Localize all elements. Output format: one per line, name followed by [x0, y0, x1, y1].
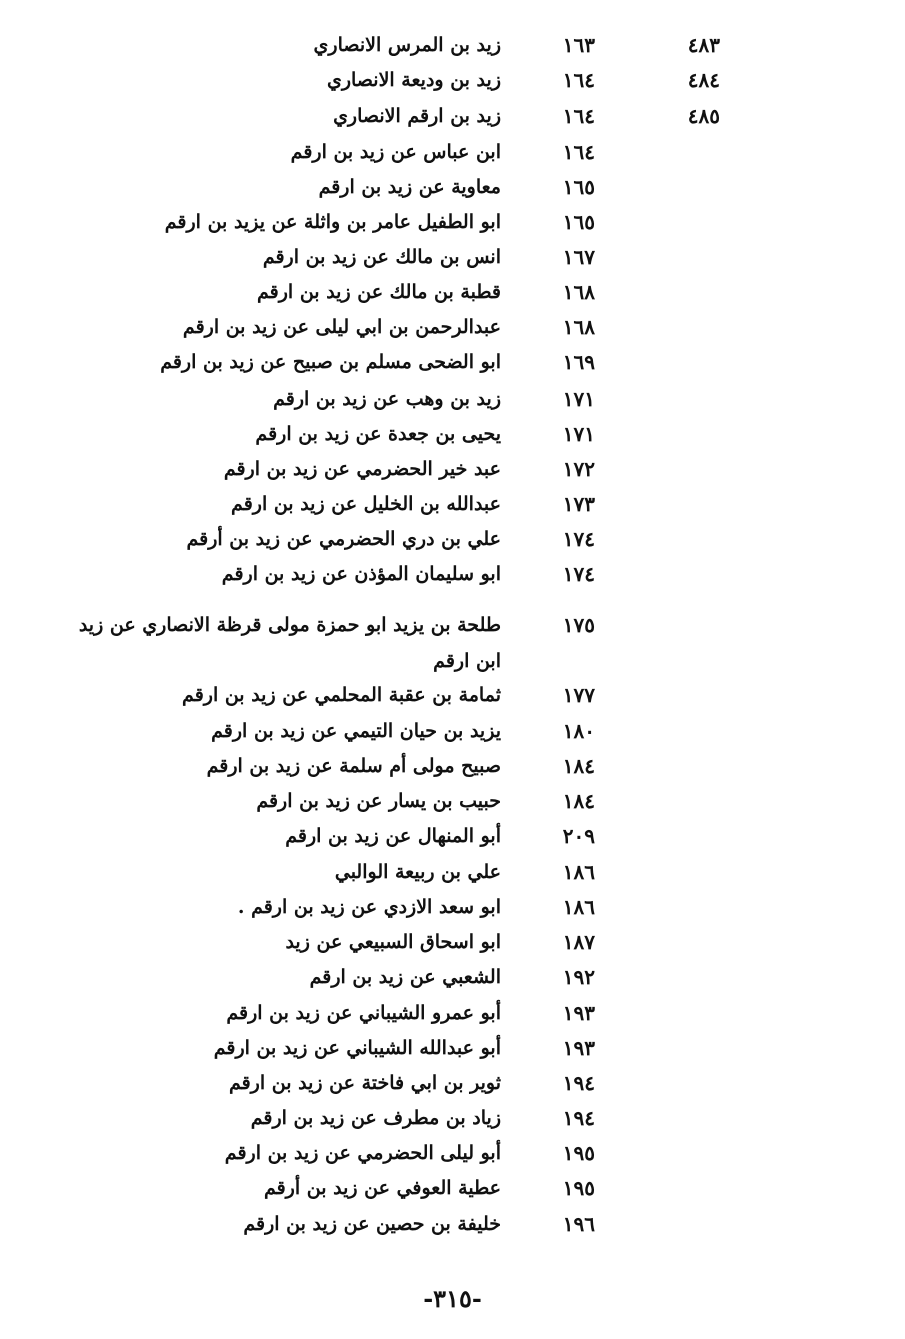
entry-page-number: ١٨٧ — [562, 930, 595, 954]
entry-page-number: ١٧٣ — [562, 492, 595, 516]
entry-serial-number: ٤٨٤ — [687, 68, 720, 92]
entry-name: علي بن دري الحضرمي عن زيد بن أرقم — [186, 528, 501, 550]
entry-name: ابو اسحاق السبيعي عن زيد — [285, 931, 501, 953]
entry-page-number: ١٨٤ — [562, 754, 595, 778]
index-entry — [0, 714, 905, 748]
entry-page-number: ١٩٦ — [562, 1212, 595, 1236]
entry-name: انس بن مالك عن زيد بن ارقم — [262, 246, 501, 268]
index-entry — [0, 240, 905, 274]
index-entry — [0, 28, 905, 62]
entry-name: أبو عبدالله الشيباني عن زيد بن ارقم — [213, 1037, 501, 1059]
index-entry — [0, 925, 905, 959]
index-entry — [0, 819, 905, 853]
index-entry — [0, 1207, 905, 1241]
entry-page-number: ١٧١ — [562, 387, 595, 411]
index-entry — [0, 608, 905, 672]
entry-name: عبدالله بن الخليل عن زيد بن ارقم — [231, 493, 501, 515]
entry-name: ثمامة بن عقبة المحلمي عن زيد بن ارقم — [182, 684, 501, 706]
entry-name: قطبة بن مالك عن زيد بن ارقم — [257, 281, 501, 303]
entry-page-number: ١٨٦ — [562, 895, 595, 919]
entry-serial-number: ٤٨٣ — [687, 33, 720, 57]
entry-name: عطية العوفي عن زيد بن أرقم — [263, 1177, 501, 1199]
index-entry — [0, 960, 905, 994]
index-entry — [0, 1171, 905, 1205]
entry-page-number: ١٧٤ — [562, 527, 595, 551]
entry-name: زيد بن وديعة الانصاري — [326, 69, 501, 91]
entry-name: خليفة بن حصين عن زيد بن ارقم — [243, 1213, 501, 1235]
entry-page-number: ١٦٨ — [562, 315, 595, 339]
entry-page-number: ١٩٣ — [562, 1036, 595, 1060]
entry-name-continuation: ابن ارقم — [433, 650, 501, 672]
entry-name: زياد بن مطرف عن زيد بن ارقم — [250, 1107, 501, 1129]
index-entry — [0, 382, 905, 416]
index-entry — [0, 678, 905, 712]
index-entry — [0, 557, 905, 591]
entry-page-number: ١٦٩ — [562, 350, 595, 374]
entry-page-number: ١٦٥ — [562, 175, 595, 199]
entry-name: ابو سعد الازدي عن زيد بن ارقم . — [237, 896, 501, 918]
entry-page-number: ١٩٤ — [562, 1106, 595, 1130]
index-entry — [0, 855, 905, 889]
entry-page-number: ٢٠٩ — [562, 824, 595, 848]
entry-page-number: ١٦٤ — [562, 104, 595, 128]
entry-page-number: ١٧٤ — [562, 562, 595, 586]
entry-page-number: ١٩٥ — [562, 1141, 595, 1165]
entry-name: ابو الطفيل عامر بن واثلة عن يزيد بن ارقم — [164, 211, 501, 233]
entry-name: يزيد بن حيان التيمي عن زيد بن ارقم — [211, 720, 501, 742]
index-entry — [0, 1136, 905, 1170]
entry-name: ثوير بن ابي فاختة عن زيد بن ارقم — [228, 1072, 501, 1094]
index-entry — [0, 1066, 905, 1100]
entry-page-number: ١٦٤ — [562, 140, 595, 164]
entry-name: ابن عباس عن زيد بن ارقم — [290, 141, 501, 163]
index-entry — [0, 890, 905, 924]
entry-page-number: ١٦٣ — [562, 33, 595, 57]
entry-name: حبيب بن يسار عن زيد بن ارقم — [256, 790, 501, 812]
index-entry — [0, 205, 905, 239]
index-entry — [0, 784, 905, 818]
entry-name: طلحة بن يزيد ابو حمزة مولى قرظة الانصاري عن زيد — [78, 614, 501, 636]
index-entry — [0, 996, 905, 1030]
index-entry — [0, 135, 905, 169]
index-entry — [0, 1101, 905, 1135]
entry-page-number: ١٧٥ — [562, 613, 595, 637]
entry-name: زيد بن ارقم الانصاري — [333, 105, 501, 127]
entry-page-number: ١٦٤ — [562, 68, 595, 92]
entry-name: يحيى بن جعدة عن زيد بن ارقم — [255, 423, 501, 445]
entry-page-number: ١٩٥ — [562, 1176, 595, 1200]
entry-name: صبيح مولى أم سلمة عن زيد بن ارقم — [206, 755, 501, 777]
page-number: -٣١٥- — [423, 1284, 482, 1313]
index-entry — [0, 452, 905, 486]
index-entry — [0, 487, 905, 521]
entry-name: عبدالرحمن بن ابي ليلى عن زيد بن ارقم — [182, 316, 501, 338]
entry-name: ابو سليمان المؤذن عن زيد بن ارقم — [221, 563, 501, 585]
entry-page-number: ١٨٦ — [562, 860, 595, 884]
entry-page-number: ١٨٤ — [562, 789, 595, 813]
entry-name: زيد بن وهب عن زيد بن ارقم — [273, 388, 501, 410]
index-entry — [0, 170, 905, 204]
entry-page-number: ١٩٣ — [562, 1001, 595, 1025]
entry-page-number: ١٧٢ — [562, 457, 595, 481]
index-entry — [0, 345, 905, 379]
entry-page-number: ١٦٨ — [562, 280, 595, 304]
index-entry — [0, 522, 905, 556]
entry-page-number: ١٧١ — [562, 422, 595, 446]
entry-name: أبو عمرو الشيباني عن زيد بن ارقم — [226, 1002, 501, 1024]
entry-page-number: ١٧٧ — [562, 683, 595, 707]
entry-name: عبد خير الحضرمي عن زيد بن ارقم — [223, 458, 501, 480]
index-entry — [0, 310, 905, 344]
index-entry — [0, 1031, 905, 1065]
index-entry — [0, 749, 905, 783]
entry-name: زيد بن المرس الانصاري — [313, 34, 501, 56]
index-entry — [0, 417, 905, 451]
index-entry — [0, 275, 905, 309]
entry-page-number: ١٩٤ — [562, 1071, 595, 1095]
entry-name: الشعبي عن زيد بن ارقم — [309, 966, 501, 988]
entry-page-number: ١٩٢ — [562, 965, 595, 989]
entry-name: أبو المنهال عن زيد بن ارقم — [285, 825, 501, 847]
entry-page-number: ١٦٧ — [562, 245, 595, 269]
entry-page-number: ١٨٠ — [562, 719, 595, 743]
entry-name: معاوية عن زيد بن ارقم — [318, 176, 501, 198]
entry-name: علي بن ربيعة الوالبي — [334, 861, 501, 883]
entry-page-number: ١٦٥ — [562, 210, 595, 234]
index-entry — [0, 99, 905, 133]
entry-serial-number: ٤٨٥ — [687, 104, 720, 128]
index-entry — [0, 63, 905, 97]
entry-name: أبو ليلى الحضرمي عن زيد بن ارقم — [224, 1142, 501, 1164]
entry-name: ابو الضحى مسلم بن صبيح عن زيد بن ارقم — [160, 351, 501, 373]
